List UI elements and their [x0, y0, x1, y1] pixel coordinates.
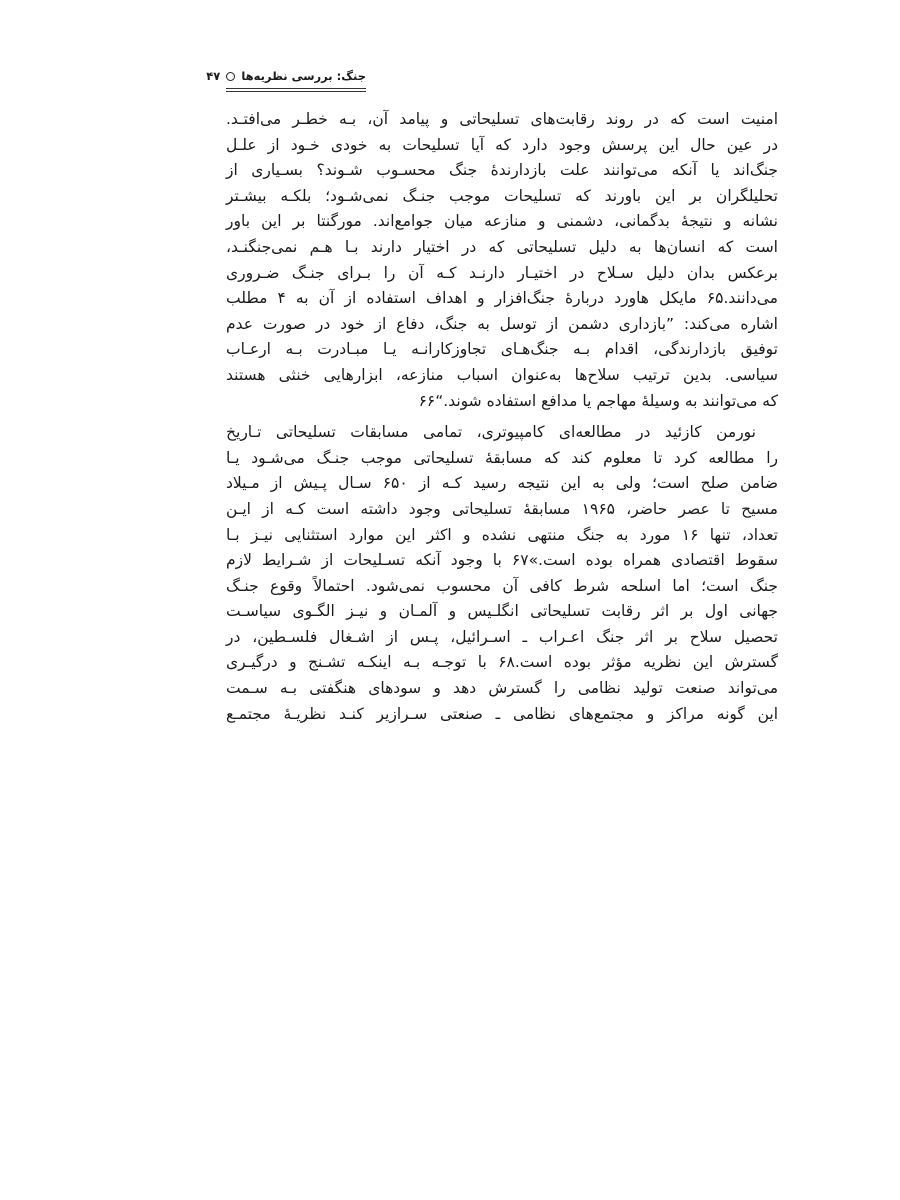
text-line: جنگ است؛ اما اسلحه شرط کافی آن محسوب نمی‌شود. احتمالاً وقوع جنـگ	[226, 576, 778, 595]
chapter-title: جنگ: بررسی نظریه‌ها	[241, 69, 366, 83]
text-line: تحلیلگران بر این باورند که تسلیحات موجب جنـگ نمی‌شـود؛ بلکـه بیشـتر	[226, 186, 778, 205]
text-line: تحصیل سلاح بر اثر جنگ اعـراب ـ اسـرائیل، پـس از اشـغال فلسـطین، در	[226, 627, 778, 646]
text-line: امنیت است که در روند رقابت‌های تسلیحاتی و پیامد آن، بـه خطـر می‌افتـد.	[226, 110, 778, 128]
text-line: نشانه و نتیجۀ بدگمانی، دشمنی و منازعه میان جوامع‌اند. مورگنتا بر این باور	[226, 212, 778, 231]
text-line: می‌تواند صنعت تولید نظامی را گسترش دهد و سودهای هنگفتی بـه سـمت	[226, 679, 778, 698]
text-line: جهانی اول بر اثر رقابت تسلیحاتی انگلـیس و آلمـان و نیـز الگـوی سیاسـت	[226, 602, 778, 621]
running-header	[206, 68, 366, 84]
header-double-rule	[226, 88, 366, 92]
body-text	[226, 107, 778, 727]
text-line: را مطالعه کرد تا معلوم کند که مسابقۀ تسلیحاتی موجب جنـگ می‌شـود یـا	[226, 448, 778, 467]
text-line: می‌دانند.۶۵ مایکل هاورد دربارۀ جنگ‌افزار و اهداف استفاده از آن به ۴ مطلب	[226, 289, 778, 308]
text-line: در عین حال این پرسش وجود دارد که آیا تسلیحات به خودی خـود از علـل	[226, 135, 778, 154]
text-line: سیاسی. بدین ترتیب سلاح‌ها به‌عنوان اسباب منازعه، ابزارهایی خنثی هستند	[226, 365, 778, 384]
text-line: اشاره می‌کند: ”بازداری دشمن از توسل به جنگ، دفاع از خود در صورت عدم	[226, 314, 778, 333]
text-line: سقوط اقتصادی همراه بوده است.»۶۷ با وجود آنکه تسـلیحات از شـرایط لازم	[226, 551, 778, 570]
page-number: ۴۷	[206, 69, 221, 83]
circle-ornament-icon	[226, 72, 235, 81]
text-line: ضامن صلح است؛ ولی به این نتیجه رسید کـه از ۶۵۰ سـال پـیش از مـیلاد	[226, 474, 778, 493]
paragraph-2	[226, 420, 778, 727]
text-line: جنگ‌اند یا آنکه می‌توانند علت بازدارندۀ جنگ محسـوب شـوند؟ بسـیاری از	[226, 161, 778, 180]
text-line: که می‌توانند به وسیلۀ مهاجم یا مدافع استفاده شوند.“۶۶	[418, 391, 778, 410]
text-line: برعکس بدان دلیل سـلاح در اختیـار دارنـد کـه آن را بـرای جنـگ ضـروری	[226, 263, 778, 282]
text-line: مسیح تا عصر حاضر، ۱۹۶۵ مسابقۀ تسلیحاتی وجود داشته است کـه از ایـن	[226, 499, 778, 518]
paragraph-1	[226, 107, 778, 414]
text-line: تعداد، تنها ۱۶ مورد به جنگ منتهی نشده و اکثر این موارد استثنایی نیـز بـا	[226, 525, 778, 544]
text-line: گسترش این نظریه مؤثر بوده است.۶۸ با توجـه بـه اینکـه تشـنج و درگیـری	[226, 653, 778, 672]
text-line: توفیق بازدارندگی، اقدام بـه جنگ‌هـای تجاوزکارانـه یـا مبـادرت بـه ارعـاب	[226, 340, 778, 359]
text-line: نورمن کازئید در مطالعه‌ای کامپیوتری، تمامی مسابقات تسلیحاتی تـاریخ	[226, 423, 756, 442]
text-line: این گونه مراکز و مجتمع‌های نظامی ـ صنعتی سـرازیر کنـد نظریـۀ مجتمـع	[226, 704, 778, 723]
text-line: است که انسان‌ها به دلیل تسلیحاتی که در اختیار دارند بـا هـم نمی‌جنگنـد،	[226, 237, 778, 256]
